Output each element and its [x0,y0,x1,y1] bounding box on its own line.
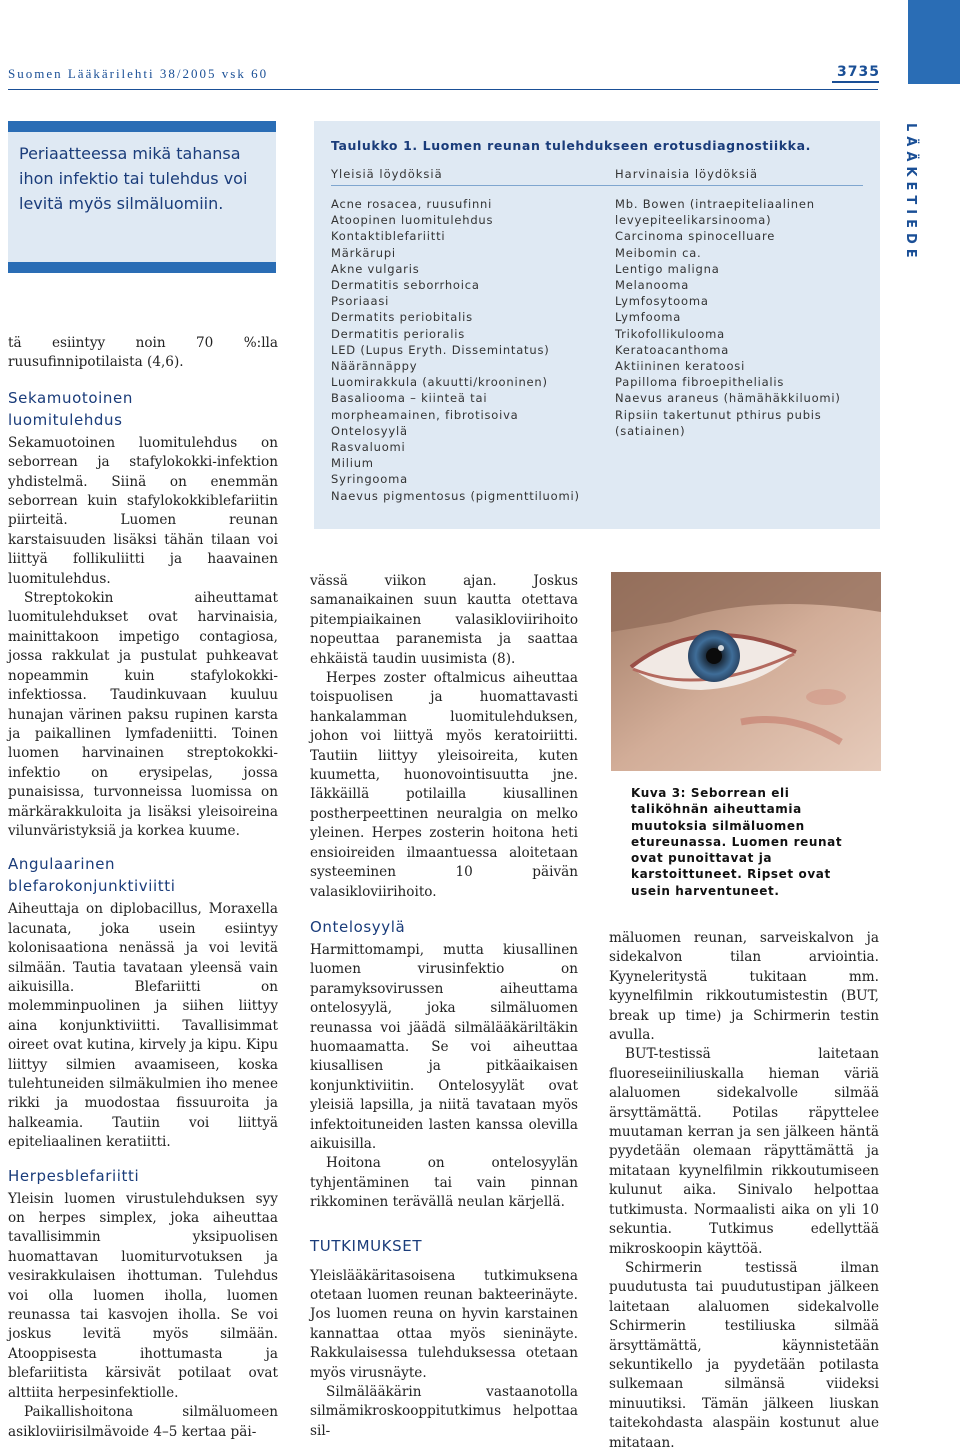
paragraph: Aiheuttaja on diplobacillus, Moraxella lacunata, joka usein esiintyy kolonisaationa nenässä ja voi levitä silmään. Tautia tavataan yleensä vain aikuisilla. Blefariitti on molemminpuolinen ja siihen liittyy aina konjunktiviitti. Tavallisimmat oireet ovat kutina, kirvely ja kipu. Kipu liittyy silmien avaamiseen, koska tulehtuneiden silmäkulmien iho menee rikki ja muodostaa fissuuroita ja halkeamia. Tautiin voi liittyä epiteliaalinen keratiitti. [8,901,278,1151]
common-finding-item: Näärännäppy [331,359,418,374]
heading-ontelosyyla: Ontelosyylä [310,917,406,936]
page-number-underline [832,81,879,83]
column-2 [310,572,578,1441]
table-header-common: Yleisiä löydöksiä [331,167,443,181]
common-finding-item: morpheamainen, fibrotisoiva [331,407,519,422]
rare-finding-item: Trikofollikulooma [615,326,725,341]
rare-findings-list [615,196,841,439]
rare-finding-item: (satiainen) [615,423,686,438]
paragraph: Schirmerin testissä ilman puudutusta tai puudutustipan jälkeen laitetaan alaluomen sidekalvolle Schirmerin testiliuska silmää ärsyttämättä, käynnistetään sekuntikello ja pyydetään potilasta sulkemaan silmänsä viideksi minuutiksi. Tämän jälkeen liuskan taitekohdasta alaspäin kostunut alue mitataan. [609,1259,879,1451]
rare-finding-item: Aktiininen keratoosi [615,359,746,374]
table-title: Taulukko 1. Luomen reunan tulehdukseen erotusdiagnostiikka. [331,138,811,153]
figure-caption: Kuva 3: Seborrean eli taliköhnän aiheuttamia muutoksia silmäluomen etureunassa. Luomen reunat ovat punoittavat ja karstoittuneet. Ripset ovat usein harventuneet. [631,786,843,898]
section-label: LÄÄKETIEDE [903,123,918,263]
heading-angulaarinen: Angulaarinen blefarokonjunktiviitti [8,855,176,896]
paragraph: Silmälääkärin vastaanotolla silmämikroskooppitutkimus helpottaa sil- [310,1384,578,1439]
rare-finding-item: Keratoacanthoma [615,342,730,357]
rare-finding-item: Mb. Bowen (intraepiteliaalinen [615,197,815,211]
rare-finding-item: Lentigo maligna [615,261,720,276]
paragraph: mäluomen reunan, sarveiskalvon ja sidekalvon tilan arviointia. Kyyneleritystä tukitaan mm. kyynelfilmin rikkoutumistestin (BUT, break up time) ja Schirmerin testin avulla. [609,930,879,1044]
pull-quote-bottom-bar [8,262,276,273]
paragraph: Harmittomampi, mutta kiusallinen luomen virusinfektio on paramyksovirussen aiheuttama ontelosyylä, joka silmäluomen reunassa voi jäädä silmälääkäriltäkin huomaamatta. Se voi aiheuttaa kiusallisen ja pitkäaikaisen konjunktiviitin. Ontelosyylät ovat yleisiä lapsilla, ja niitä tavataan myös infektoituneiden lasten kanssa olevilla aikuisilla. [310,941,578,1152]
rare-finding-item: Lymfosytooma [615,294,709,309]
rare-finding-item: Naevus araneus (hämähäkkiluomi) [615,391,841,406]
pull-quote: Periaatteessa mikä tahansa ihon infektio tai tulehdus voi levitä myös silmäluomiin. [19,144,248,213]
column-3 [609,929,879,1453]
common-finding-item: Kontaktiblefariitti [331,229,446,244]
rare-finding-item: Meibomin ca. [615,245,702,260]
journal-header: Suomen Lääkärilehti 38/2005 vsk 60 [8,66,269,81]
paragraph: Paikallishoitona silmäluomeen asikloviirisilmävoide 4–5 kertaa päi- [8,1404,278,1440]
paragraph: BUT-testissä laitetaan fluoreseiiniliuskalla hieman väriä alaluomen sidekalvolle silmää ärsyttämättä. Potilas räpyttelee muutaman kerran ja sen jälkeen häntä pyydetään olemaan räpyttämättä ja mitataan kyynelfilmin rikkoutumiseen kulunut aika. Sinivalo helpottaa tutkimusta. Normaalisti aika on yli 10 sekuntia. Tutkimus edellyttää mikroskoopin käyttöä. [609,1046,879,1257]
common-finding-item: Märkärupi [331,245,396,260]
common-finding-item: Atoopinen luomitulehdus [331,213,494,228]
common-finding-item: Dermatits periobitalis [331,310,473,325]
pull-quote-top-bar [8,121,276,132]
eye-photo [611,572,881,771]
table-header-rare: Harvinaisia löydöksiä [615,167,759,181]
common-finding-item: Milium [331,456,374,471]
page-number: 3735 [837,64,880,80]
heading-herpesblefariitti: Herpesblefariitti [8,1166,140,1185]
rare-finding-item: Carcinoma spinocelluare [615,229,776,244]
common-finding-item: Ontelosyylä [331,423,408,438]
common-finding-item: LED (Lupus Eryth. Dissemintatus) [331,342,550,357]
rare-finding-item: levyepiteelikarsinooma) [615,213,772,228]
rare-finding-item: Papilloma fibroepithelialis [615,375,785,390]
common-finding-item: Naevus pigmentosus (pigmenttiluomi) [331,488,580,503]
paragraph: Yleisin luomen virustulehduksen syy on herpes simplex, joka aiheuttaa tavallisimmin yksipuolisen huomattavan luomiturvotuksen ja vesirakkulaisen ihottuman. Tulehdus voi olla luomen iholla, luomen reunassa tai kasvojen iholla. Se voi joskus levitä myös silmään. Atooppisesta ihottumasta ja blefariitista kärsivät potilaat ovat alttiita herpesinfektiolle. [8,1190,278,1401]
heading-tutkimukset: TUTKIMUKSET [310,1236,423,1255]
common-finding-item: Dermatitis seborrhoica [331,278,480,293]
common-finding-item: Psoriaasi [331,294,390,309]
rare-finding-item: Melanooma [615,278,690,293]
paragraph: tä esiintyy noin 70 %:lla ruusufinnipotilaista (4,6). [8,335,278,371]
common-finding-item: Rasvaluomi [331,440,406,455]
rare-finding-item: Lymfooma [615,310,682,325]
common-finding-item: Luomirakkula (akuutti/krooninen) [331,375,548,390]
paragraph: Hoitona on ontelosyylän tyhjentäminen tai vain pinnan rikkominen terävällä neulan kärjellä. [310,1155,578,1211]
common-finding-item: Akne vulgaris [331,261,420,276]
eye-photo-illustration [611,572,881,771]
header-rule [8,89,878,90]
common-finding-item: Dermatitis perioralis [331,326,466,341]
section-color-tab [908,0,960,84]
paragraph: Sekamuotoinen luomitulehdus on seborrean ja stafylokokki-infektion yhdistelmä. Siinä on enemmän seborrean kuin stafylokokkiblefariitin piirteitä. Luomen reunan karstaisuuden lisäksi tähän tilaan voi liittyä follikuliitti ja haavainen luomitulehdus. [8,434,278,587]
paragraph: vässä viikon ajan. Joskus samanaikainen suun kautta otettava pitempiaikainen valasikloviirihoito nopeuttaa paranemista ja saattaa ehkäistä taudin uusimista (8). [310,573,578,667]
common-findings-list [331,196,580,504]
paragraph: Streptokokin aiheuttamat luomitulehdukset ovat harvinaisia, mainittakoon impetigo contagiosa, jossa rakkulat ja pustulat puhkeavat nopeammin kuin stafylokokki-infektiossa. Taudinkuvaan kuuluu hunajan värinen paksu rupinen karsta ja paikallinen lymfadeniitti. Toinen luomen harvinainen streptokokki-infektio on erysipelas, jossa punaisissa, turvonneissa luomissa on märkärakkuloita ja lisäksi yleisoireina vilunväristyksiä ja korkea kuume. [8,590,278,839]
common-finding-item: Acne rosacea, ruusufinni [331,197,493,211]
differential-diagnosis-table [314,121,880,529]
common-finding-item: Basaliooma – kiinteä tai [331,391,488,406]
common-finding-item: Syringooma [331,472,408,487]
pull-quote-box [8,121,276,273]
paragraph: Yleislääkäritasoisena tutkimuksena otetaan luomen reunan bakteerinäyte. Jos luomen reuna on hyvin karstainen kannattaa ottaa myös sieninäyte. Rakkulaisessa tulehduksessa otetaan myös virusnäyte. [310,1267,578,1381]
paragraph: Herpes zoster oftalmicus aiheuttaa toispuolisen ja huomattavasti hankalamman luomitulehduksen, johon voi liittyä myös keratoiriitti. Tautiin liittyy yleisoireita, kuten kuumetta, huonovointisuutta jne. Iäkkäillä potilailla kiusallinen postherpeettinen neuralgia on melko yleinen. Herpes zosterin hoitona heti ensioireiden ilmaantuessa aloitetaan systeeminen 10 päivän valasikloviirihoito. [310,670,578,900]
heading-sekamuotoinen: Sekamuotoinen luomitulehdus [8,388,133,429]
column-1 [8,334,278,1442]
rare-finding-item: Ripsiin takertunut pthirus pubis [615,407,822,422]
table-header-rule [331,185,863,186]
